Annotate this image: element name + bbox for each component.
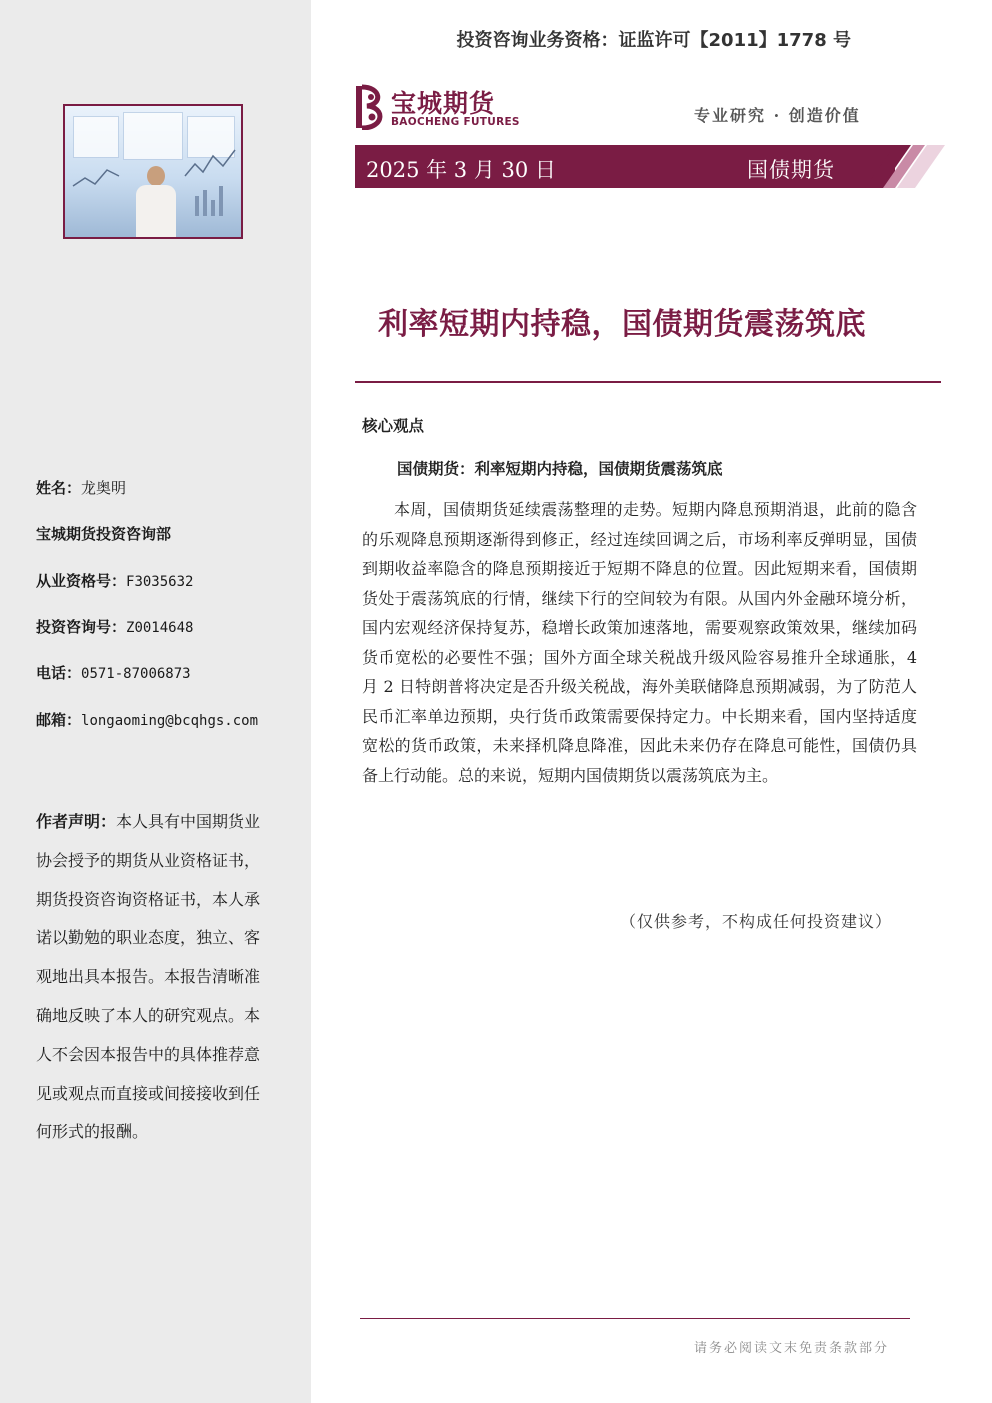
hero-person-head (147, 166, 165, 186)
phone-row (36, 662, 191, 683)
logo-en-text: BAOCHENG FUTURES (391, 116, 520, 128)
author-name-label: 姓名： (36, 479, 82, 497)
author-department-row (36, 523, 171, 544)
qualification-no: F3035632 (126, 574, 194, 590)
hero-image (63, 104, 243, 239)
license-text: 投资咨询业务资格：证监许可【2011】1778 号 (456, 30, 851, 51)
author-declaration (36, 803, 268, 1152)
qualification-label: 从业资格号： (36, 572, 127, 590)
company-logo (355, 84, 535, 132)
email-address[interactable]: longaoming@bcqhgs.com (81, 713, 259, 729)
consult-label: 投资咨询号： (36, 618, 127, 636)
phone-number: 0571-87006873 (81, 666, 191, 682)
footer-text: 请务必阅读文末免责条款部分 (694, 1341, 890, 1356)
email-label: 邮箱： (36, 711, 82, 729)
section-heading: 核心观点 (362, 417, 425, 435)
report-date: 2025 年 3 月 30 日 (366, 158, 556, 182)
consult-row (36, 616, 193, 637)
qualification-row (36, 570, 193, 591)
author-department: 宝城期货投资咨询部 (36, 525, 172, 543)
logo-cn-text: 宝城期货 (391, 89, 496, 118)
author-name: 龙奥明 (81, 479, 127, 497)
phone-label: 电话： (36, 664, 82, 682)
declaration-text: 本人具有中国期货业协会授予的期货从业资格证书，期货投资咨询资格证书，本人承诺以勤勉的职业态度，独立、客观地出具本报告。本报告清晰准确地反映了本人的研究观点。本人不会因本报告中的具体推荐意见或观点而直接或间接接收到任何形式的报酬。 (36, 812, 261, 1142)
report-title: 利率短期内持稳，国债期货震荡筑底 (378, 307, 866, 342)
hero-person-body (136, 185, 176, 237)
sidebar (0, 0, 311, 1403)
declaration-label: 作者声明： (36, 812, 117, 831)
report-category: 国债期货 (747, 158, 835, 182)
logo-mark-icon (355, 84, 387, 130)
consult-no: Z0014648 (126, 620, 194, 636)
email-row (36, 709, 258, 730)
footer-divider (360, 1318, 910, 1319)
report-body: 本周，国债期货延续震荡整理的走势。短期内降息预期消退，此前的隐含的乐观降息预期逐渐得到修正，经过连续回调之后，市场利率反弹明显，国债到期收益率隐含的降息预期接近于短期不降息的位置。因此短期来看，国债期货处于震荡筑底的行情，继续下行的空间较为有限。从国内外金融环境分析，国内宏观经济保持复苏，稳增长政策加速落地，需要观察政策效果，继续加码货币宽松的必要性不强；国外方面全球关税战升级风险容易推升全球通胀，4 月 2 日特朗普将决定是否升级关税战，海外美联储降息预期减弱，为了防范人民币汇率单边预期，央行货币政策需要保持定力。中长期来看，国内坚持适度宽松的货币政策，未来择机降息降准，因此未来仍存在降息可能性，国债仍具备上行动能。总的来说，短期内国债期货以震荡筑底为主。 (362, 500, 917, 785)
author-name-row (36, 477, 126, 498)
title-divider (355, 381, 941, 383)
slogan: 专业研究 · 创造价值 (694, 106, 861, 125)
sub-heading: 国债期货：利率短期内持稳，国债期货震荡筑底 (397, 460, 723, 478)
investment-disclaimer-note: （仅供参考，不构成任何投资建议） (620, 912, 893, 931)
